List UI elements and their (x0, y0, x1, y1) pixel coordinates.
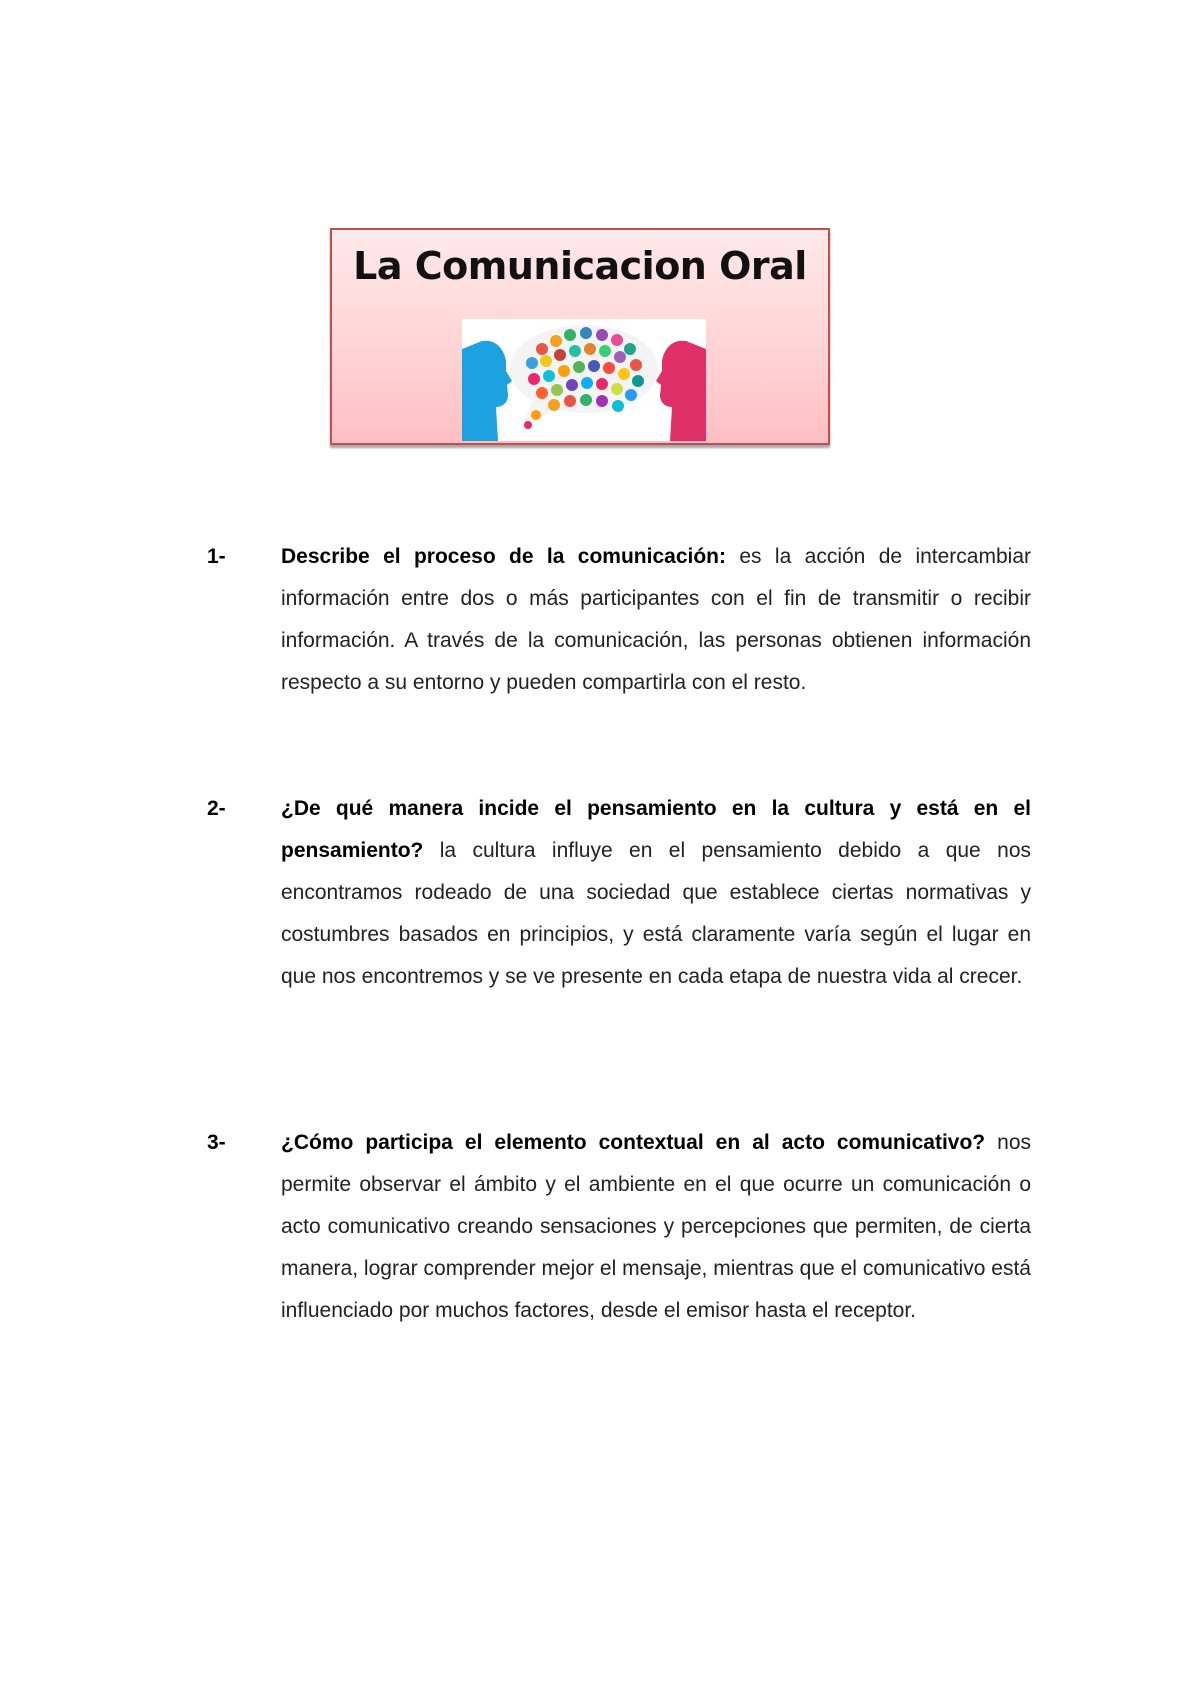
communication-illustration (462, 319, 706, 441)
item-text (281, 536, 1031, 704)
title-banner (330, 228, 830, 445)
item-number: 3- (207, 1131, 226, 1154)
item-question: Describe el proceso de la comunicación: (281, 545, 726, 568)
item-answer: la cultura influye en el pensamiento debido a que nos encontramos rodeado de una sociedad que establece ciertas normativas y costumbres basados en principios, y está claramente varía según el lugar en que nos encontremos y se ve presente en cada etapa de nuestra vida al crecer. (281, 839, 1031, 988)
item-answer: nos permite observar el ámbito y el ambiente en el que ocurre un comunicación o acto comunicativo creando sensaciones y percepciones que permiten, de cierta manera, lograr comprender mejor el mensaje, mientras que el comunicativo está influenciado por muchos factores, desde el emisor hasta el receptor. (281, 1131, 1032, 1322)
item-text (281, 788, 1031, 998)
item-text (281, 1122, 1031, 1332)
speech-bubble-faces-icon (462, 319, 706, 441)
item-question: ¿De qué manera incide el pensamiento en la cultura y está en el pensamiento? (281, 797, 1031, 862)
item-number: 2- (207, 797, 226, 820)
item-answer: es la acción de intercambiar información entre dos o más participantes con el fin de transmitir o recibir información. A través de la comunicación, las personas obtienen información respecto a su entorno y pueden compartirla con el resto. (281, 545, 1031, 694)
page-title: La Comunicacion Oral (353, 244, 807, 288)
item-number: 1- (207, 545, 226, 568)
item-question: ¿Cómo participa el elemento contextual en al acto comunicativo? (281, 1131, 986, 1154)
